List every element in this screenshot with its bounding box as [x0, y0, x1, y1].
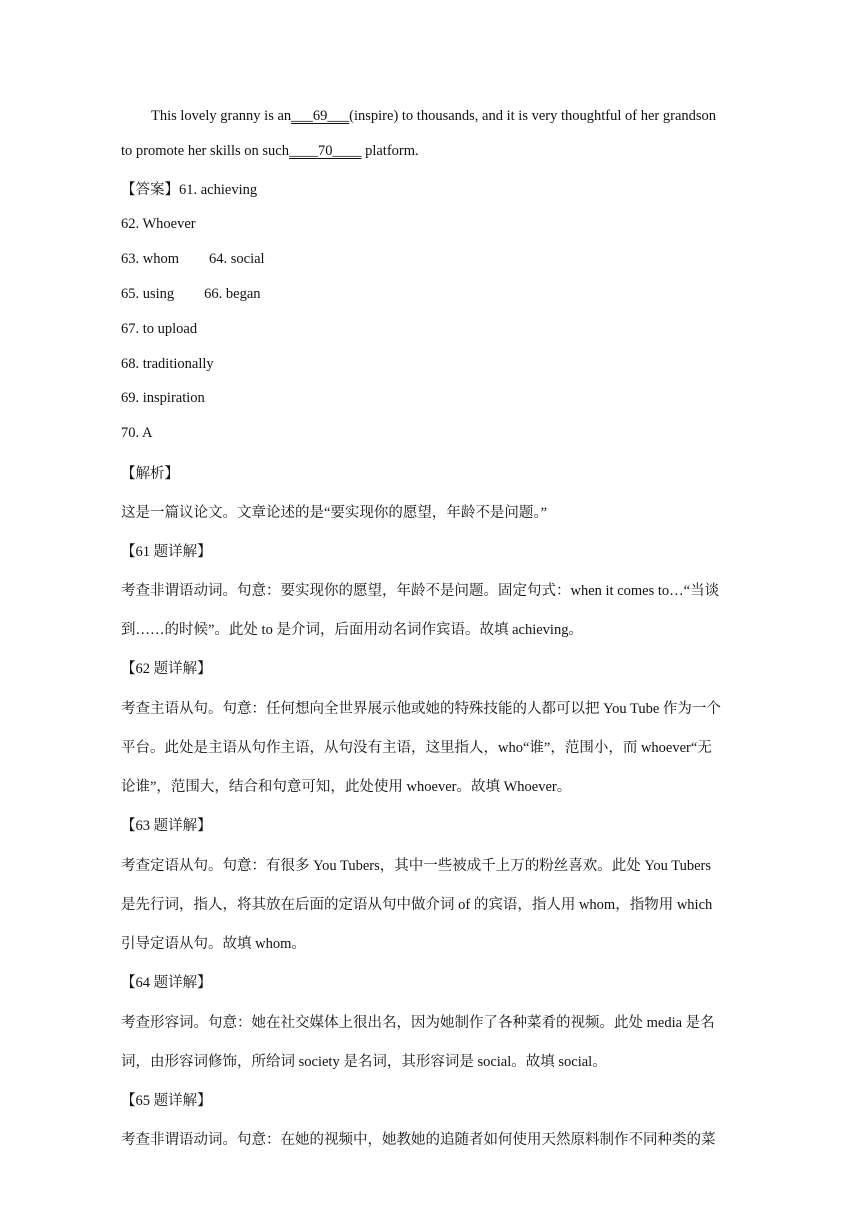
q63-title: 【63 题详解】 [121, 818, 212, 834]
answers-line [121, 178, 257, 199]
passage-text: (inspire) to thousands, and it is very thoughtful of her grandson [349, 108, 717, 124]
q63-line: 是先行词，指人，将其放在后面的定语从句中做介词 of 的宾语，指人用 whom，指物用 which [121, 897, 713, 913]
passage-line-2 [121, 143, 419, 160]
passage-text: platform. [361, 143, 419, 159]
answer-68: 68. traditionally [121, 356, 214, 372]
q63-line: 引导定语从句。故填 whom。 [121, 936, 306, 952]
q64-line: 考查形容词。句意：她在社交媒体上很出名，因为她制作了各种菜肴的视频。此处 media 是名 [121, 1015, 715, 1031]
answer-63: 63. whom [121, 251, 179, 267]
passage-line-1 [151, 108, 716, 125]
q65-line: 考查非谓语动词。句意：在她的视频中，她教她的追随者如何使用天然原料制作不同种类的菜 [121, 1132, 716, 1148]
blank-69: ___69___ [291, 108, 350, 124]
q65-title: 【65 题详解】 [121, 1093, 212, 1109]
answer-70: 70. A [121, 425, 153, 441]
q62-title: 【62 题详解】 [121, 661, 212, 677]
analysis-summary: 这是一篇议论文。文章论述的是“要实现你的愿望，年龄不是问题。” [121, 505, 548, 521]
q62-line: 论谁”，范围大，结合和句意可知，此处使用 whoever。故填 Whoever。 [121, 779, 572, 795]
q62-line: 平台。此处是主语从句作主语，从句没有主语，这里指人，who“谁”，范围小，而 whoever“无 [121, 740, 712, 756]
answer-62: 62. Whoever [121, 216, 196, 232]
blank-70: ____70____ [288, 143, 362, 159]
answer-66: 66. began [204, 286, 261, 302]
q61-line: 到……的时候”。此处 to 是介词，后面用动名词作宾语。故填 achieving。 [121, 622, 583, 638]
q64-line: 词，由形容词修饰，所给词 society 是名词，其形容词是 social。故填 social。 [121, 1054, 607, 1070]
answer-67: 67. to upload [121, 321, 198, 337]
answer-69: 69. inspiration [121, 390, 205, 406]
passage-text: to promote her skills on such [121, 143, 289, 159]
passage-text: This lovely granny is an [151, 108, 292, 124]
q62-line: 考查主语从句。句意：任何想向全世界展示他或她的特殊技能的人都可以把 You Tube 作为一个 [121, 701, 721, 717]
analysis-label: 【解析】 [121, 466, 179, 482]
q61-line: 考查非谓语动词。句意：要实现你的愿望，年龄不是问题。固定句式：when it comes to…“当谈 [121, 583, 720, 599]
answers-label: 【答案】 [121, 182, 179, 198]
q63-line: 考查定语从句。句意：有很多 You Tubers，其中一些被成千上万的粉丝喜欢。此处 You Tubers [121, 858, 712, 874]
q64-title: 【64 题详解】 [121, 975, 212, 991]
answers-row-65-66 [121, 286, 261, 303]
answer-65: 65. using [121, 286, 175, 302]
answer-61: 61. achieving [179, 182, 258, 198]
answers-row-63-64 [121, 251, 265, 268]
q61-title: 【61 题详解】 [121, 544, 212, 560]
answer-64: 64. social [209, 251, 265, 267]
